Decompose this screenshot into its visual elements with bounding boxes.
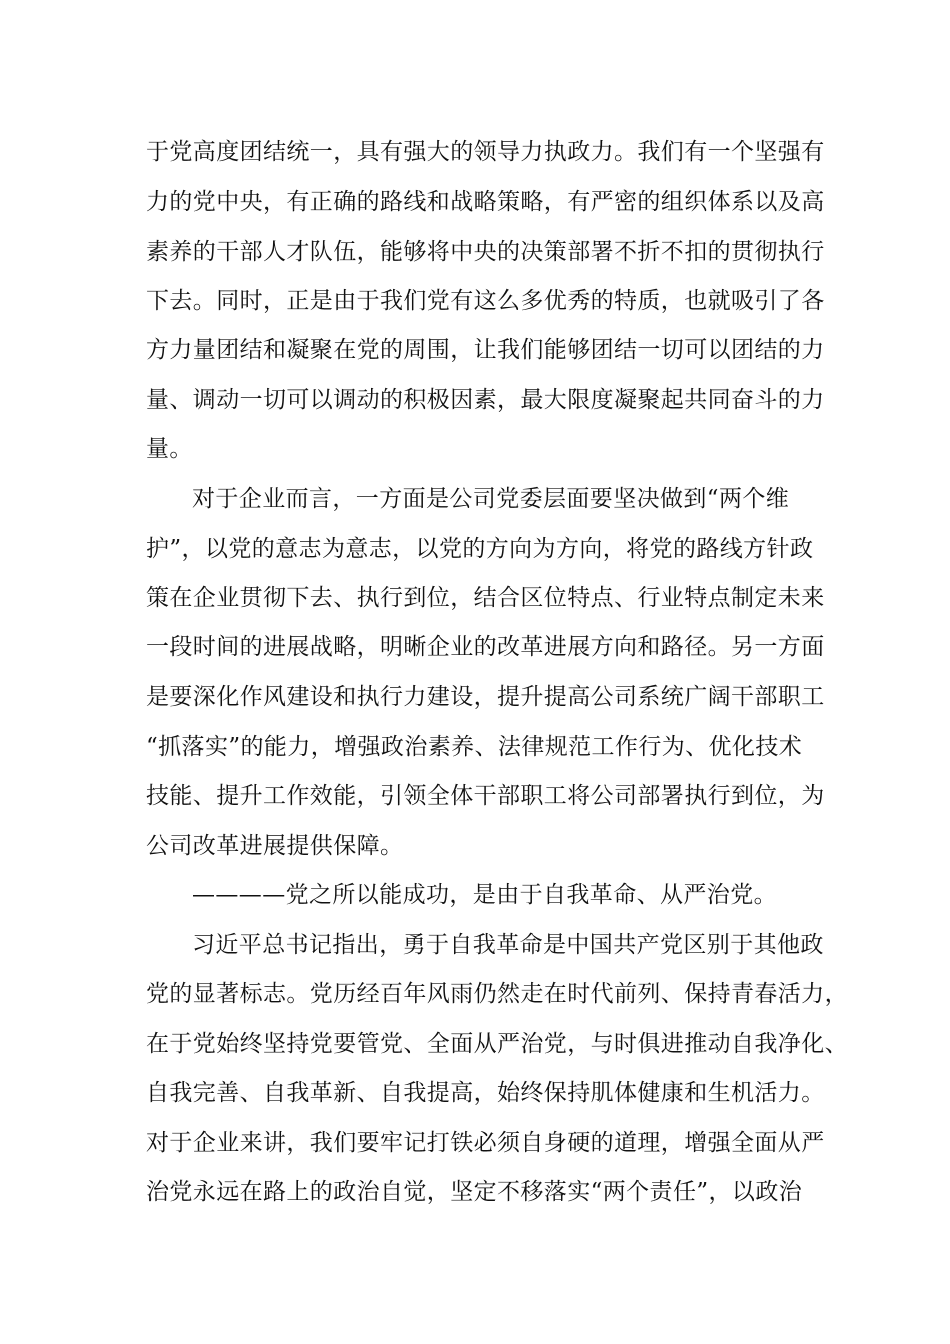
section-heading: ————党之所以能成功，是由于自我革命、从严治党。 xyxy=(192,882,777,908)
text-line: “抓落实”的能力，增强政治素养、法律规范工作行为、优化技术 xyxy=(146,734,803,760)
text-line: 素养的干部人才队伍，能够将中央的决策部署不折不扣的贯彻执行 xyxy=(146,239,825,265)
text-line: 策在企业贯彻下去、执行到位，结合区位特点、行业特点制定未来 xyxy=(146,585,825,611)
text-line: 治党永远在路上的政治自觉，坚定不移落实“两个责任”，以政治 xyxy=(146,1179,803,1205)
text-line: 量。 xyxy=(146,436,193,462)
text-line: 自我完善、自我革新、自我提高，始终保持肌体健康和生机活力。 xyxy=(146,1080,825,1106)
text-line: 于党高度团结统一，具有强大的领导力执政力。我们有一个坚强有 xyxy=(146,139,825,165)
text-line: 下去。同时，正是由于我们党有这么多优秀的特质，也就吸引了各 xyxy=(146,288,825,314)
text-line: 力的党中央，有正确的路线和战略策略，有严密的组织体系以及高 xyxy=(146,189,825,215)
text-line: 技能、提升工作效能，引领全体干部职工将公司部署执行到位，为 xyxy=(146,783,825,809)
text-line: 对于企业来讲，我们要牢记打铁必须自身硬的道理，增强全面从严 xyxy=(146,1130,825,1156)
text-line: 公司改革进展提供保障。 xyxy=(146,833,404,859)
text-line: 量、调动一切可以调动的积极因素，最大限度凝聚起共同奋斗的力 xyxy=(146,387,825,413)
text-line: 方力量团结和凝聚在党的周围，让我们能够团结一切可以团结的力 xyxy=(146,337,825,363)
paragraph-first-line: 对于企业而言，一方面是公司党委层面要坚决做到“两个维 xyxy=(192,486,790,512)
text-line: 党的显著标志。党历经百年风雨仍然走在时代前列、保持青春活力， xyxy=(146,981,848,1007)
text-line: 在于党始终坚持党要管党、全面从严治党，与时俱进推动自我净化、 xyxy=(146,1031,848,1057)
paragraph-first-line: 习近平总书记指出，勇于自我革命是中国共产党区别于其他政 xyxy=(192,932,824,958)
text-line: 一段时间的进展战略，明晰企业的改革进展方向和路径。另一方面 xyxy=(146,634,825,660)
text-line: 是要深化作风建设和执行力建设，提升提高公司系统广阔干部职工 xyxy=(146,684,825,710)
text-line: 护”，以党的意志为意志，以党的方向为方向，将党的路线方针政 xyxy=(146,536,814,562)
